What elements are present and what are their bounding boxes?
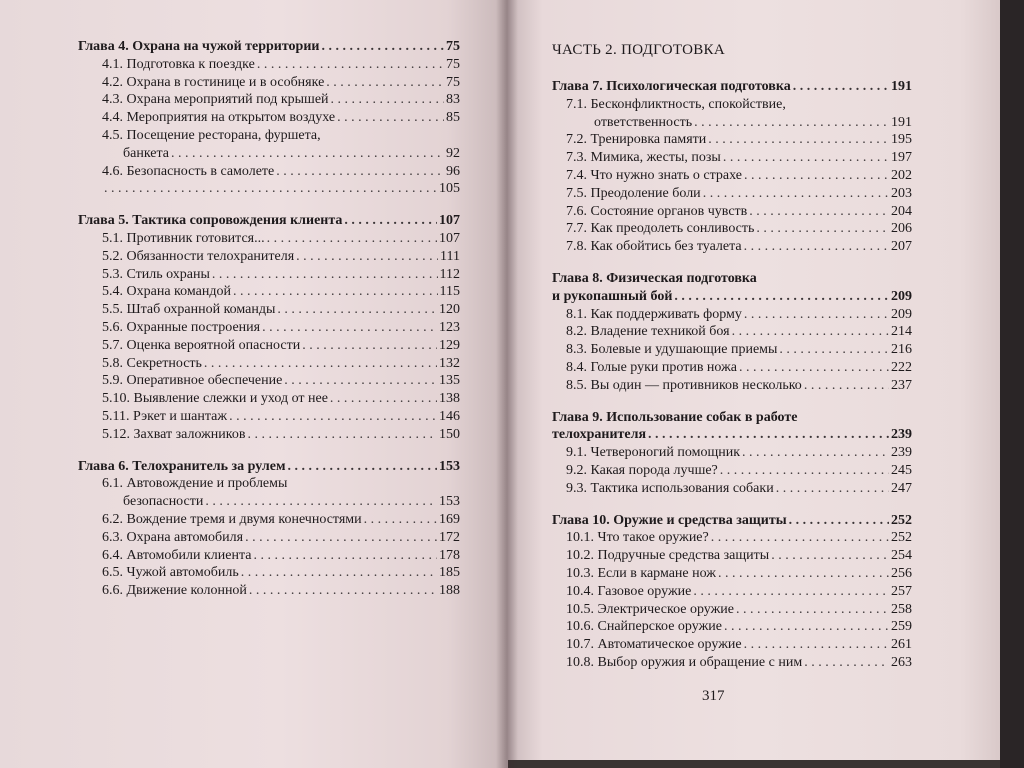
toc-entry-title: 5.1. Противник готовится... [102, 230, 265, 246]
dot-leader [718, 565, 889, 583]
toc-entry-title: 6.6. Движение колонной [102, 583, 247, 599]
toc-entry [78, 529, 460, 547]
page-number: 317 [702, 688, 725, 704]
toc-entry [78, 408, 460, 426]
toc-entry [552, 185, 912, 203]
toc-entry [78, 301, 460, 319]
toc-entry-page: 214 [891, 324, 912, 340]
toc-entry [552, 480, 912, 498]
toc-entry-page: 216 [891, 342, 912, 358]
toc-entry [552, 547, 912, 565]
toc-entry [78, 319, 460, 337]
toc-entry-title: 10.6. Снайперское оружие [566, 619, 722, 635]
toc-entry [552, 377, 912, 395]
toc-entry-cont [78, 145, 460, 163]
dot-leader [288, 458, 437, 476]
toc-entry-page: 239 [891, 445, 912, 461]
toc-entry-page: 178 [439, 547, 460, 563]
chapter-title [78, 212, 460, 230]
toc-entry [552, 618, 912, 636]
dot-leader [296, 248, 438, 266]
toc-entry-page: 203 [891, 185, 912, 201]
toc-entry-title: 7.2. Тренировка памяти [566, 132, 707, 148]
toc-entry-page: 263 [891, 654, 912, 670]
toc-entry [78, 390, 460, 408]
chapter-title-title: Глава 6. Телохранитель за рулем [78, 458, 286, 474]
chapter-title-cont [552, 288, 912, 306]
chapter [552, 409, 912, 498]
toc-entry-page: 204 [891, 203, 912, 219]
chapter-title-cont-title: телохранителя [552, 427, 647, 443]
toc-entry-page: 132 [439, 355, 460, 371]
dot-leader [648, 426, 889, 444]
toc-entry [78, 372, 460, 390]
toc-entry-title: 5.7. Оценка вероятной опасности [102, 337, 301, 353]
toc-entry [78, 266, 460, 284]
dot-leader [337, 109, 444, 127]
toc-entry-page: 120 [439, 302, 460, 318]
dot-leader [744, 238, 889, 256]
dot-leader [744, 167, 889, 185]
toc-entry-cont-page: 92 [446, 145, 460, 161]
chapter-title [78, 38, 460, 56]
toc-entry-title: 10.7. Автоматическое оружие [566, 637, 742, 653]
dot-leader [736, 601, 889, 619]
toc-entry [78, 74, 460, 92]
part-title: ЧАСТЬ 2. ПОДГОТОВКА [552, 42, 725, 58]
toc-entry-page: 258 [891, 601, 912, 617]
toc-entry-title: 5.11. Рэкет и шантаж [102, 408, 228, 424]
toc-entry [78, 91, 460, 109]
dot-leader [756, 220, 889, 238]
toc-entry-title: 6.3. Охрана автомобиля [102, 529, 244, 545]
toc-entry [552, 323, 912, 341]
toc-entry-title: 10.8. Выбор оружия и обращение с ним [566, 654, 803, 670]
toc-entry-page: 256 [891, 565, 912, 581]
toc-entry [78, 337, 460, 355]
dot-leader [693, 583, 889, 601]
toc-entry-title: 5.9. Оперативное обеспечение [102, 373, 283, 389]
toc-entry [552, 220, 912, 238]
chapter-title-page: 75 [446, 39, 460, 54]
toc-entry-title: 7.3. Мимика, жесты, позы [566, 150, 721, 166]
toc-entry-title: 7.6. Состояние органов чувств [566, 203, 748, 219]
chapter-title-cont-page: 239 [891, 427, 912, 443]
dot-leader [708, 131, 889, 149]
toc-entry-title: 7.4. Что нужно знать о страхе [566, 167, 742, 183]
chapter [552, 270, 912, 395]
dot-leader [321, 38, 444, 56]
toc-entry [552, 341, 912, 359]
toc-entry-title: 8.3. Болевые и удушающие приемы [566, 342, 778, 358]
toc-entry-page: 202 [891, 167, 912, 183]
chapter-title-cont-page: 209 [891, 288, 912, 304]
dot-leader [277, 301, 437, 319]
toc-entry-page: 129 [439, 337, 460, 353]
toc-entry-cont-page: 153 [439, 494, 460, 510]
toc-entry [552, 636, 912, 654]
dot-leader [364, 511, 437, 529]
toc-entry-page: 197 [891, 150, 912, 166]
dot-leader [276, 163, 444, 181]
toc-entry-title: 5.3. Стиль охраны [102, 266, 210, 282]
dot-leader [674, 288, 889, 306]
dot-leader [248, 426, 438, 444]
toc-entry-page: 83 [446, 92, 460, 108]
toc-entry [78, 180, 460, 198]
chapter-title [552, 512, 912, 530]
toc-entry-page: 123 [439, 319, 460, 335]
chapter-title-title: Глава 5. Тактика сопровождения клиента [78, 213, 343, 229]
right-chapters [552, 78, 912, 672]
toc-entry-title: 10.2. Подручные средства защиты [566, 548, 770, 564]
toc-entry-title: 5.12. Захват заложников [102, 426, 246, 442]
toc-entry [552, 167, 912, 185]
toc-entry [552, 238, 912, 256]
book-cover-edge [1000, 0, 1024, 768]
toc-entry-page: 188 [439, 583, 460, 599]
toc-entry-page: 185 [439, 565, 460, 581]
toc-entry-title: 10.1. Что такое оружие? [566, 530, 709, 546]
chapter-title [78, 458, 460, 476]
dot-leader [212, 266, 438, 284]
dot-leader [804, 654, 889, 672]
toc-entry [552, 529, 912, 547]
dot-leader [744, 636, 889, 654]
toc-entry-title: 8.2. Владение техникой боя [566, 324, 730, 340]
dot-leader [744, 306, 889, 324]
dot-leader [742, 444, 889, 462]
toc-entry-page: 257 [891, 583, 912, 599]
dot-leader [245, 529, 437, 547]
chapter-title-cont-title: и рукопашный бой [552, 288, 673, 304]
toc-entry-page: 169 [439, 511, 460, 527]
toc-entry [552, 462, 912, 480]
toc-entry-title: 4.4. Мероприятия на открытом воздухе [102, 110, 336, 126]
dot-leader [723, 149, 889, 167]
chapter-title [552, 78, 912, 96]
toc-entry-cont-title: безопасности [123, 494, 204, 510]
toc-entry-title: 10.3. Если в кармане нож [566, 565, 716, 581]
dot-leader [257, 56, 444, 74]
dot-leader [804, 377, 889, 395]
toc-entry [78, 426, 460, 444]
toc-entry-cont-page: 191 [891, 114, 912, 130]
toc-entry [78, 248, 460, 266]
chapter-title-page: 191 [891, 79, 912, 94]
dot-leader [732, 323, 889, 341]
toc-entry-page: 261 [891, 637, 912, 653]
dot-leader [739, 359, 889, 377]
toc-entry [552, 654, 912, 672]
dot-leader [249, 582, 437, 600]
dot-leader [267, 230, 437, 248]
toc-entry [78, 355, 460, 373]
toc-entry-title: 6.5. Чужой автомобиль [102, 565, 239, 581]
toc-entry-page: 96 [446, 163, 460, 179]
toc-entry-title: 10.5. Электрическое оружие [566, 601, 734, 617]
toc-entry [552, 149, 912, 167]
toc-entry [552, 444, 912, 462]
dot-leader [229, 408, 437, 426]
dot-leader [205, 493, 437, 511]
toc-entry-title: 5.10. Выявление слежки и уход от нее [102, 391, 328, 407]
dot-leader [104, 180, 437, 198]
chapter [78, 458, 460, 600]
toc-entry-cont [552, 114, 912, 132]
dot-leader [344, 212, 437, 230]
toc-entry [78, 109, 460, 127]
dot-leader [204, 355, 437, 373]
dot-leader [720, 462, 889, 480]
toc-entry [552, 131, 912, 149]
chapter [78, 212, 460, 443]
toc-entry [78, 230, 460, 248]
left-table-of-contents [78, 38, 460, 614]
toc-entry [552, 306, 912, 324]
toc-entry-title: 4.2. Охрана в гостинице и в особняке [102, 74, 325, 90]
chapter [78, 38, 460, 198]
right-table-of-contents [552, 42, 912, 686]
chapter [552, 78, 912, 256]
toc-entry [552, 203, 912, 221]
toc-entry-page: 172 [439, 529, 460, 545]
chapter-title: Глава 9. Использование собак в работе [552, 409, 798, 425]
toc-entry-title: 7.8. Как обойтись без туалета [566, 239, 742, 255]
toc-entry-cont [78, 493, 460, 511]
dot-leader [779, 341, 889, 359]
toc-entry-title: 5.6. Охранные построения [102, 319, 261, 335]
dot-leader [241, 564, 437, 582]
toc-entry-title: 7.5. Преодоление боли [566, 185, 701, 201]
toc-entry-title: 4.6. Безопасность в самолете [102, 163, 275, 179]
dot-leader [326, 74, 444, 92]
toc-entry-page: 195 [891, 132, 912, 148]
toc-entry-page: 245 [891, 462, 912, 478]
toc-entry-page: 206 [891, 221, 912, 237]
toc-entry-title: 8.5. Вы один — противников несколько [566, 377, 802, 393]
dot-leader [789, 512, 889, 530]
chapter-title-title: Глава 7. Психологическая подготовка [552, 79, 791, 94]
dot-leader [262, 319, 437, 337]
toc-entry-page: 75 [446, 56, 460, 72]
toc-entry-title: 4.5. Посещение ресторана, фуршета, [102, 127, 321, 143]
toc-entry-title: 9.2. Какая порода лучше? [566, 462, 718, 478]
toc-entry-page: 252 [891, 530, 912, 546]
toc-entry [78, 582, 460, 600]
chapter-title-title: Глава 4. Охрана на чужой территории [78, 39, 320, 54]
toc-entry-page: 105 [439, 181, 460, 197]
dot-leader [771, 547, 889, 565]
toc-entry-title: 4.3. Охрана мероприятий под крышей [102, 92, 329, 108]
toc-entry-page: 254 [891, 548, 912, 564]
dot-leader [171, 145, 444, 163]
toc-entry-page: 222 [891, 359, 912, 375]
toc-entry-page: 135 [439, 373, 460, 389]
toc-entry-page: 115 [439, 284, 460, 300]
chapter-title-page: 107 [439, 213, 460, 229]
toc-entry-title: 5.4. Охрана командой [102, 284, 231, 300]
toc-entry-title: 9.1. Четвероногий помощник [566, 445, 741, 461]
toc-entry-page: 209 [891, 306, 912, 322]
toc-entry-page: 75 [446, 74, 460, 90]
dot-leader [253, 547, 437, 565]
dot-leader [284, 372, 437, 390]
toc-entry-page: 237 [891, 377, 912, 393]
chapter-title-cont [552, 426, 912, 444]
chapter-title-page: 252 [891, 512, 912, 528]
toc-entry [78, 547, 460, 565]
dot-leader [724, 618, 889, 636]
toc-entry-title: 8.4. Голые руки против ножа [566, 359, 737, 375]
toc-entry-title: 7.7. Как преодолеть сонливость [566, 221, 755, 237]
toc-entry-page: 259 [891, 619, 912, 635]
toc-entry-title: 6.4. Автомобили клиента [102, 547, 252, 563]
toc-entry [552, 359, 912, 377]
chapter-title-page: 153 [439, 458, 460, 474]
toc-entry-page: 247 [891, 480, 912, 496]
toc-entry-page: 112 [439, 266, 460, 282]
dot-leader [703, 185, 889, 203]
toc-entry-title: 9.3. Тактика использования собаки [566, 480, 774, 496]
toc-entry [78, 163, 460, 181]
toc-entry-page: 107 [439, 230, 460, 246]
toc-entry [552, 601, 912, 619]
toc-entry-title: 5.8. Секретность [102, 355, 202, 371]
toc-entry-title: 10.4. Газовое оружие [566, 583, 692, 599]
dot-leader [330, 390, 437, 408]
dot-leader [233, 283, 438, 301]
dot-leader [793, 78, 889, 96]
toc-entry-page: 138 [439, 391, 460, 407]
dot-leader [776, 480, 889, 498]
toc-entry-page: 111 [440, 248, 460, 264]
chapter-title: Глава 8. Физическая подготовка [552, 270, 757, 286]
toc-entry-page: 207 [891, 239, 912, 255]
toc-entry-page: 146 [439, 408, 460, 424]
toc-entry [78, 56, 460, 74]
toc-entry-title: 5.2. Обязанности телохранителя [102, 248, 295, 264]
chapter [552, 512, 912, 672]
toc-entry-title: 8.1. Как поддерживать форму [566, 306, 742, 322]
dot-leader [331, 91, 444, 109]
toc-entry-cont-title: банкета [123, 145, 169, 161]
toc-entry-title: 6.1. Автовождение и проблемы [102, 476, 288, 492]
book-gutter [496, 0, 518, 768]
chapter-title-title: Глава 10. Оружие и средства защиты [552, 512, 787, 528]
toc-entry [78, 283, 460, 301]
toc-entry [552, 583, 912, 601]
toc-entry-title: 6.2. Вождение тремя и двумя конечностями [102, 511, 362, 527]
toc-entry [78, 511, 460, 529]
left-page [0, 0, 508, 768]
toc-entry-page: 150 [439, 426, 460, 442]
toc-entry-title: 4.1. Подготовка к поездке [102, 56, 255, 72]
toc-entry-title: 7.1. Бесконфликтность, спокойствие, [566, 96, 786, 112]
dot-leader [711, 529, 889, 547]
toc-entry-page: 85 [446, 110, 460, 126]
toc-entry-cont-title: ответственность [594, 114, 693, 130]
dot-leader [694, 114, 889, 132]
toc-entry-title: 5.5. Штаб охранной команды [102, 302, 276, 318]
dot-leader [302, 337, 437, 355]
toc-entry [78, 564, 460, 582]
dot-leader [749, 203, 889, 221]
toc-entry [552, 565, 912, 583]
